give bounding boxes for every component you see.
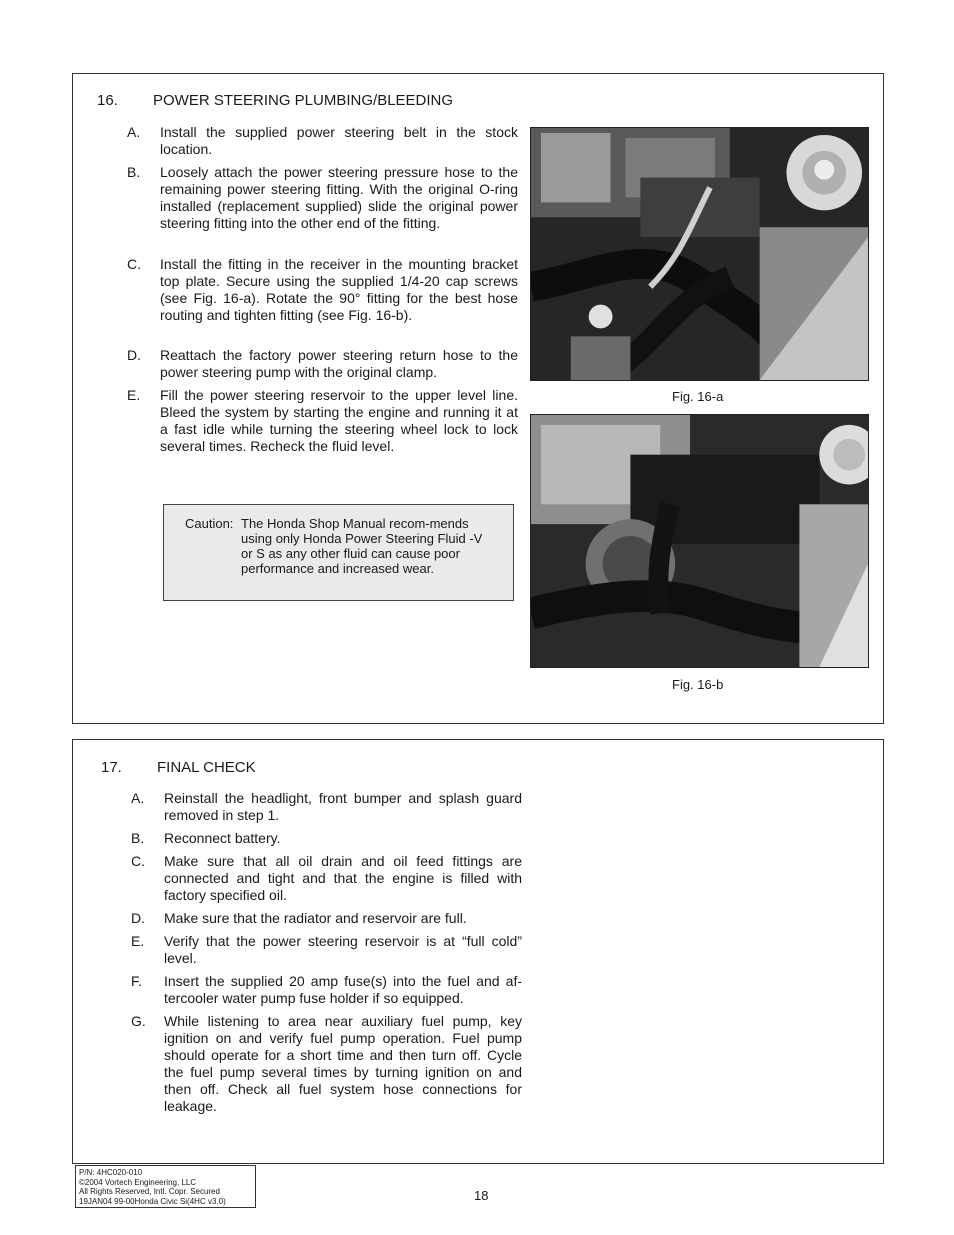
step-letter: A. [127,124,141,140]
step-letter: F. [131,973,142,989]
step-text: Loosely attach the power steering pressure hose to the remaining power steering fitting. With the original O-ring installed (replacement supplied) slide the original power steering fitting into the other end of the fitting. [160,164,518,231]
step-17f [131,973,522,1007]
step-letter: D. [131,910,145,926]
page-number: 18 [474,1188,489,1203]
step-text: Insert the supplied 20 amp fuse(s) into the fuel and af-tercooler water pump fuse holder if so equipped. [164,973,522,1006]
step-16d [127,347,518,381]
step-17d [131,910,522,927]
step-text: Reattach the factory power steering return hose to the power steering pump with the original clamp. [160,347,518,380]
step-text: Reinstall the headlight, front bumper and splash guard removed in step 1. [164,790,522,823]
step-text: Fill the power steering reservoir to the upper level line. Bleed the system by starting the engine and running it at a fast idle while turning the steering wheel lock to lock several times. Recheck the fluid level. [160,387,518,454]
caution-text: The Honda Shop Manual recom-mends using only Honda Power Steering Fluid -V or S as any other fluid can cause poor performance and increased wear. [241,516,483,576]
step-16c [127,256,518,342]
step-16b [127,164,518,250]
step-17b [131,830,522,847]
step-text: Install the supplied power steering belt in the stock location. [160,124,518,157]
step-16e [127,387,518,473]
step-17g [131,1013,522,1115]
caution-label: Caution: [185,516,234,531]
footer-part-number: P/N: 4HC020-010 [79,1168,143,1177]
footer-part-info [75,1165,256,1208]
step-17c [131,853,522,904]
step-text: Verify that the power steering reservoir is at “full cold” level. [164,933,522,966]
footer-doc-id: 19JAN04 99-00Honda Civic Si(4HC v3.0) [79,1196,226,1206]
step-16a [127,124,518,158]
step-letter: E. [127,387,141,403]
step-text: While listening to area near auxiliary fuel pump, key ignition on and verify fuel pump operation. Fuel pump should operate for a short time and then turn off. Cycle the fuel pump several times by turning ignition on and then off. Check all fuel system hose connections for leakage. [164,1013,522,1114]
footer-rights: All Rights Reserved, Intl. Copr. Secured [79,1187,220,1196]
section-17-number: 17. [101,759,122,776]
step-letter: D. [127,347,141,363]
step-letter: B. [131,830,145,846]
figure-16a-caption: Fig. 16-a [672,389,724,404]
figure-16b-caption: Fig. 16-b [672,677,724,692]
section-16-title: POWER STEERING PLUMBING/BLEEDING [153,92,454,109]
figure-16a-photo [530,127,869,381]
step-text: Make sure that the radiator and reservoir are full. [164,910,467,926]
step-letter: G. [131,1013,146,1029]
step-letter: A. [131,790,145,806]
section-17-title: FINAL CHECK [157,759,256,776]
step-text: Install the fitting in the receiver in the mounting bracket top plate. Secure using the supplied 1/4-20 cap screws (see Fig. 16-a). Rotate the 90° fitting for the best hose routing and tighten fitting (see Fig. 16-b). [160,256,518,323]
step-letter: C. [127,256,141,272]
figure-16b-photo [530,414,869,668]
caution-box [163,504,514,601]
section-16-number: 16. [97,92,118,109]
footer-copyright: ©2004 Vortech Engineering, LLC [79,1177,197,1187]
step-17a [131,790,522,824]
step-text: Make sure that all oil drain and oil feed fittings are connected and tight and that the engine is filled with factory specified oil. [164,853,522,903]
step-letter: B. [127,164,141,180]
step-text: Reconnect battery. [164,830,281,846]
step-letter: E. [131,933,145,949]
step-17e [131,933,522,967]
step-letter: C. [131,853,145,869]
